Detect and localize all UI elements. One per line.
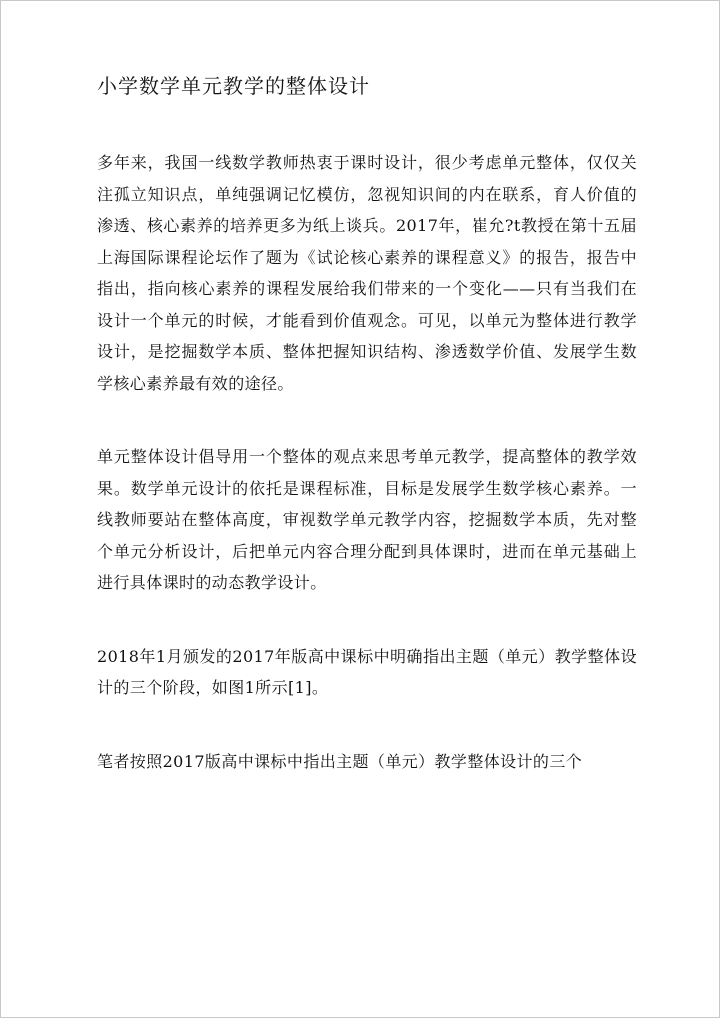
document-title: 小学数学单元教学的整体设计 — [97, 74, 370, 98]
paragraph-2: 单元整体设计倡导用一个整体的观点来思考单元教学，提高整体的教学效果。数学单元设计的依托是课程标准，目标是发展学生数学核心素养。一线教师要站在整体高度，审视数学单元教学内容，挖掘数学本质，先对整个单元分析设计，后把单元内容合理分配到具体课时，进而在单元基础上进行具体课时的动态教学设计。 — [97, 447, 637, 592]
document-body — [97, 71, 637, 777]
paragraph-1: 多年来，我国一线数学教师热衷于课时设计，很少考虑单元整体，仅仅关注孤立知识点，单纯强调记忆模仿，忽视知识间的内在联系，育人价值的渗透、核心素养的培养更多为纸上谈兵。2017年，崔允?t教授在第十五届上海国际课程论坛作了题为《试论核心素养的课程意义》的报告，报告中指出，指向核心素养的课程发展给我们带来的一个变化——只有当我们在设计一个单元的时候，才能看到价值观念。可见，以单元为整体进行教学设计，是挖掘数学本质、整体把握知识结构、渗透数学价值、发展学生数学核心素养最有效的途径。 — [97, 153, 637, 393]
paragraph-4: 笔者按照2017版高中课标中指出主题（单元）教学整体设计的三个 — [97, 751, 583, 771]
paragraph-3: 2018年1月颁发的2017年版高中课标中明确指出主题（单元）教学整体设计的三个阶段，如图1所示[1]。 — [97, 646, 637, 697]
